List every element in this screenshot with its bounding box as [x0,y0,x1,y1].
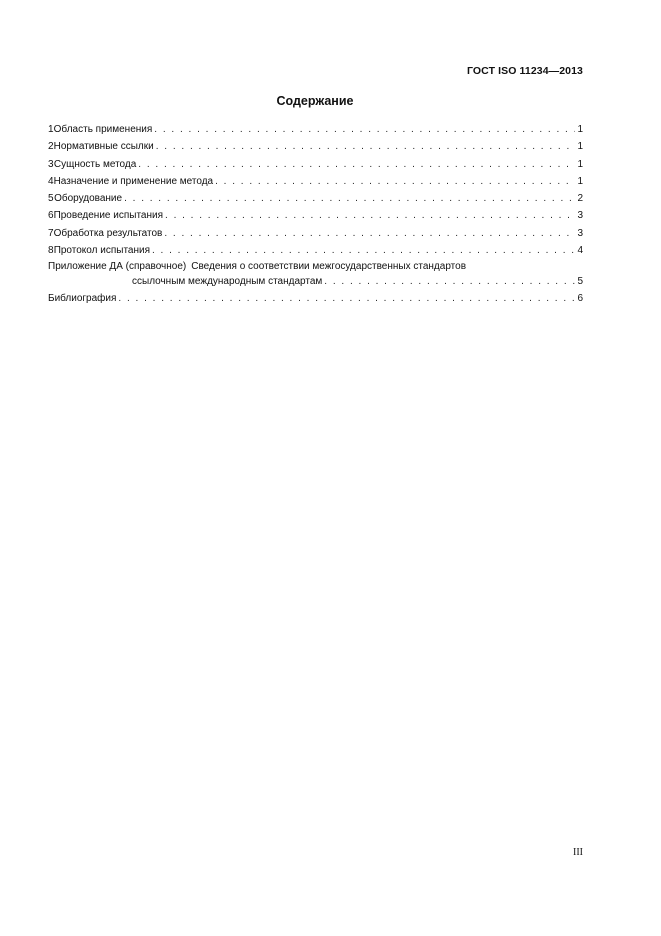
toc-entry-number: 3 [48,158,54,170]
dot-leader [118,290,575,307]
toc-entry-6[interactable] [48,207,583,224]
dot-leader [138,156,575,173]
toc-entry-label: Назначение и применение метода [53,175,214,187]
dot-leader [164,225,575,242]
toc-entry-label: Оборудование [54,193,123,205]
toc-entry-number: 8 [48,245,54,257]
toc-entry-label: Протокол испытания [53,245,150,257]
toc-entry-1[interactable] [48,121,583,138]
toc-entry-page: 5 [577,276,583,288]
toc-entry-number: 7 [48,227,54,239]
toc-entry-number: 2 [48,141,54,153]
toc-entry-number: 6 [48,210,54,222]
toc-entry-number: 4 [48,175,54,187]
toc-entry-3[interactable] [48,156,583,173]
toc-title: Содержание [276,94,354,108]
toc-entry-page: 1 [577,175,583,187]
appendix-title-line2: ссылочным международным стандартам [132,276,323,288]
appendix-title-line1: Сведения о соответствии межгосударственных стандартов [191,261,467,273]
toc-entry-7[interactable] [48,225,583,242]
toc-entry-page: 4 [577,245,583,257]
toc-entry-8[interactable] [48,242,583,259]
toc-entry-page: 1 [577,124,583,135]
toc-entry-number: 5 [48,193,54,205]
dot-leader [156,138,576,155]
dot-leader [165,207,575,224]
toc-entry-page: 2 [577,193,583,205]
appendix-prefix: Приложение ДА (справочное) [48,261,187,273]
appendix-line-2 [48,274,583,290]
toc-entry-2[interactable] [48,138,583,155]
toc-entry-bibliography[interactable] [48,290,583,307]
toc-entry-page: 1 [577,158,583,170]
toc-entry-label: Сущность метода [53,158,137,170]
toc-entry-page: 1 [577,141,583,153]
document-id: ГОСТ ISO 11234—2013 [466,65,583,77]
toc-entry-page: 6 [577,293,583,305]
toc-entry-label: Область применения [53,124,153,135]
dot-leader [152,242,575,259]
table-of-contents [48,121,583,308]
toc-entry-number: 1 [48,124,54,135]
page-number: III [573,847,583,858]
dot-leader [154,121,575,138]
appendix-line-1 [48,259,583,274]
dot-leader [124,190,575,207]
toc-entry-label: Проведение испытания [53,210,164,222]
toc-entry-page: 3 [577,227,583,239]
toc-entry-page: 3 [577,210,583,222]
toc-entry-label: Нормативные ссылки [53,141,154,153]
toc-entry-label: Библиография [48,293,117,305]
toc-entry-5[interactable] [48,190,583,207]
toc-entry-label: Обработка результатов [53,227,163,239]
dot-leader [324,274,575,290]
toc-entry-appendix[interactable] [48,259,583,290]
dot-leader [215,173,575,190]
toc-entry-4[interactable] [48,173,583,190]
